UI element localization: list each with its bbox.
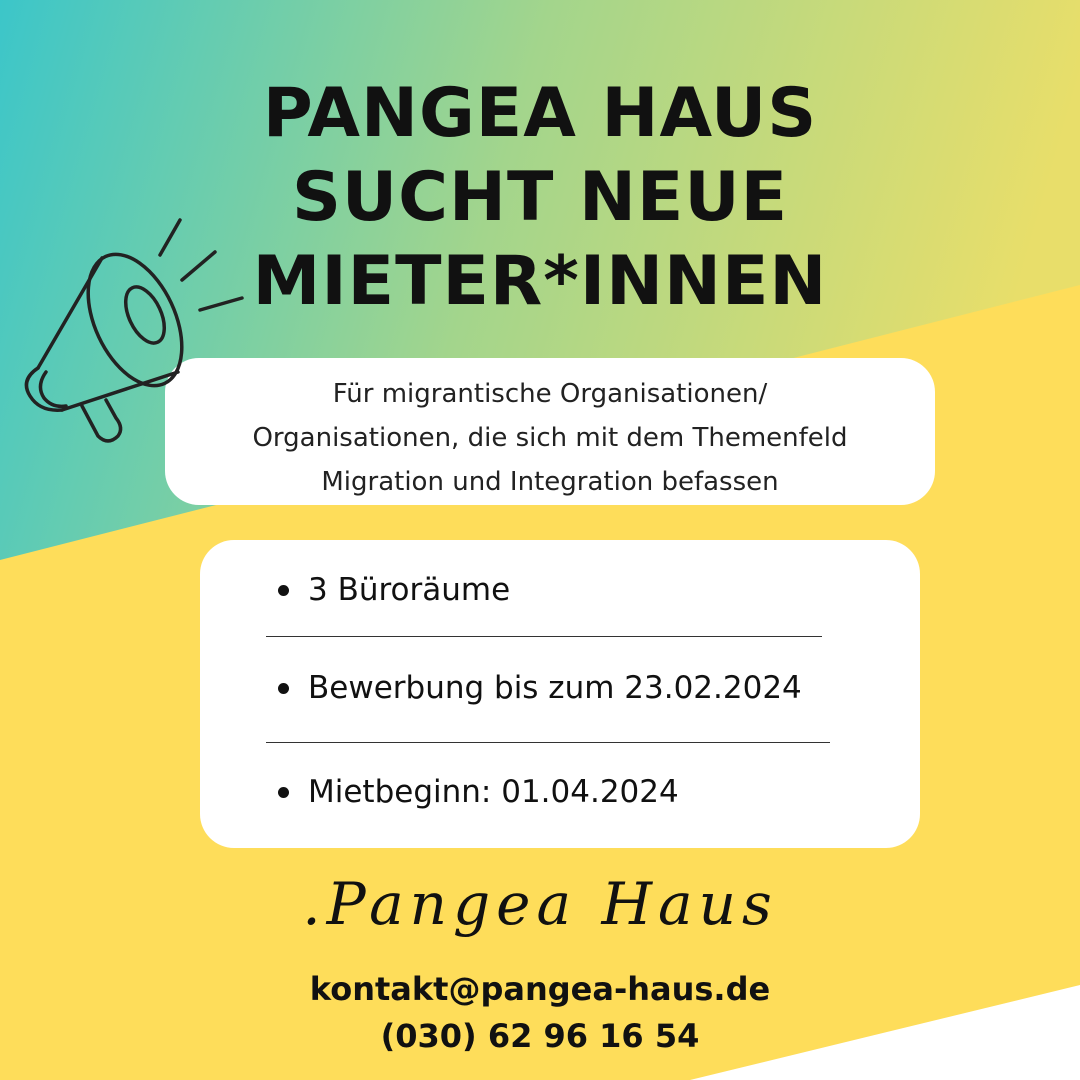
contact-email[interactable]: kontakt@pangea-haus.de bbox=[309, 970, 771, 1008]
contact-phone[interactable]: (030) 62 96 16 54 bbox=[380, 1017, 700, 1055]
fact-deadline: Bewerbung bis zum 23.02.2024 bbox=[308, 670, 802, 706]
bullet-icon bbox=[278, 683, 289, 694]
megaphone-icon bbox=[10, 200, 250, 450]
target-group-card bbox=[165, 358, 935, 505]
headline-line-2: SUCHT NEUE bbox=[291, 158, 789, 237]
bullet-icon bbox=[278, 787, 289, 798]
signature-logo: .Pangea Haus bbox=[302, 870, 778, 938]
target-group-line-2: Organisationen, die sich mit dem Themenfeld bbox=[252, 423, 848, 453]
headline bbox=[140, 72, 940, 324]
facts-card bbox=[200, 540, 920, 848]
fact-start-date: Mietbeginn: 01.04.2024 bbox=[308, 774, 679, 810]
target-group-line-3: Migration und Integration befassen bbox=[321, 467, 779, 497]
divider bbox=[266, 742, 830, 743]
headline-line-1: PANGEA HAUS bbox=[262, 74, 818, 153]
target-group-line-1: Für migrantische Organisationen/ bbox=[332, 379, 768, 409]
bullet-icon bbox=[278, 585, 289, 596]
headline-line-3: MIETER*INNEN bbox=[252, 242, 828, 321]
fact-rooms: 3 Büroräume bbox=[308, 572, 511, 608]
divider bbox=[266, 636, 822, 637]
